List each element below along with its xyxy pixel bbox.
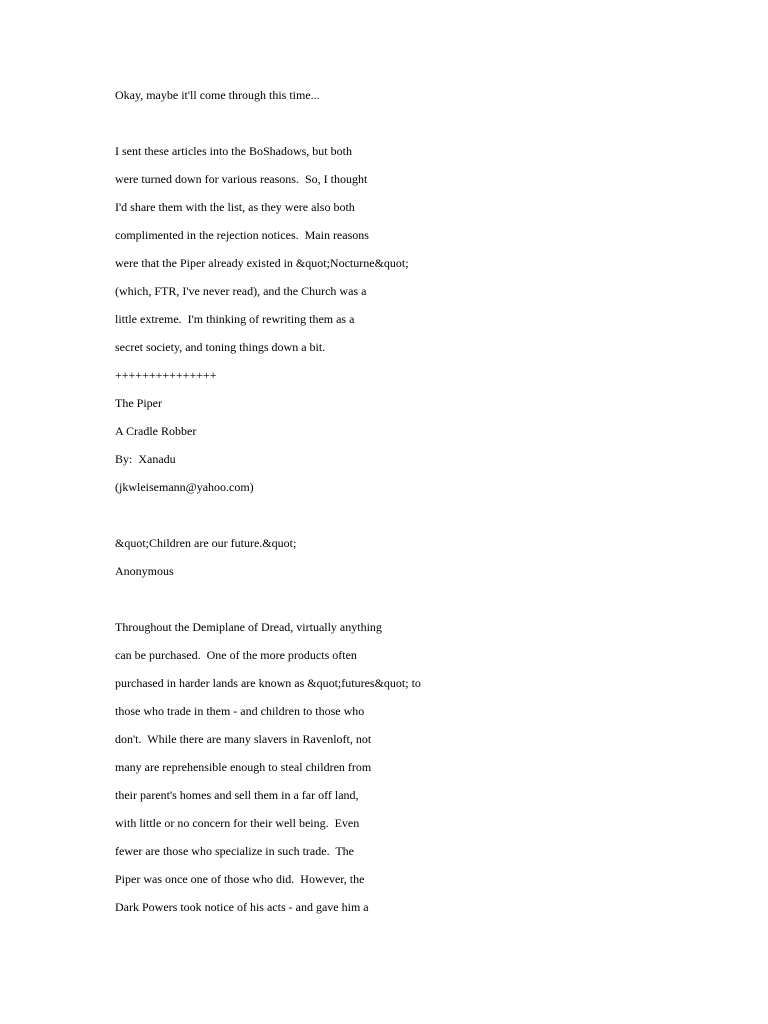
text-line: don't. While there are many slavers in Ravenloft, not <box>115 732 372 746</box>
text-line: were turned down for various reasons. So, I thought <box>115 172 368 186</box>
text-line: complimented in the rejection notices. Main reasons <box>115 228 369 242</box>
epigraph-attribution: Anonymous <box>115 564 174 578</box>
text-line: little extreme. I'm thinking of rewriting them as a <box>115 312 355 326</box>
article-title: The Piper <box>115 396 162 410</box>
text-line: I sent these articles into the BoShadows, but both <box>115 144 352 158</box>
text-line: Okay, maybe it'll come through this time... <box>115 88 320 102</box>
separator-line: +++++++++++++++ <box>115 368 217 382</box>
author-email: (jkwleisemann@yahoo.com) <box>115 480 254 494</box>
text-line: their parent's homes and sell them in a far off land, <box>115 788 359 802</box>
text-line: can be purchased. One of the more products often <box>115 648 357 662</box>
text-line: (which, FTR, I've never read), and the Church was a <box>115 284 367 298</box>
text-line: I'd share them with the list, as they were also both <box>115 200 355 214</box>
text-line: Piper was once one of those who did. However, the <box>115 872 365 886</box>
text-line: purchased in harder lands are known as &quot;futures&quot; to <box>115 676 421 690</box>
text-line: secret society, and toning things down a bit. <box>115 340 326 354</box>
text-line: Throughout the Demiplane of Dread, virtually anything <box>115 620 382 634</box>
text-line: those who trade in them - and children to those who <box>115 704 365 718</box>
epigraph-quote: &quot;Children are our future.&quot; <box>115 536 297 550</box>
text-line: with little or no concern for their well being. Even <box>115 816 360 830</box>
article-byline: By: Xanadu <box>115 452 176 466</box>
text-line: Dark Powers took notice of his acts - and gave him a <box>115 900 369 914</box>
text-line: were that the Piper already existed in &quot;Nocturne&quot; <box>115 256 409 270</box>
article-subtitle: A Cradle Robber <box>115 424 197 438</box>
text-line: many are reprehensible enough to steal children from <box>115 760 372 774</box>
text-line: fewer are those who specialize in such trade. The <box>115 844 355 858</box>
